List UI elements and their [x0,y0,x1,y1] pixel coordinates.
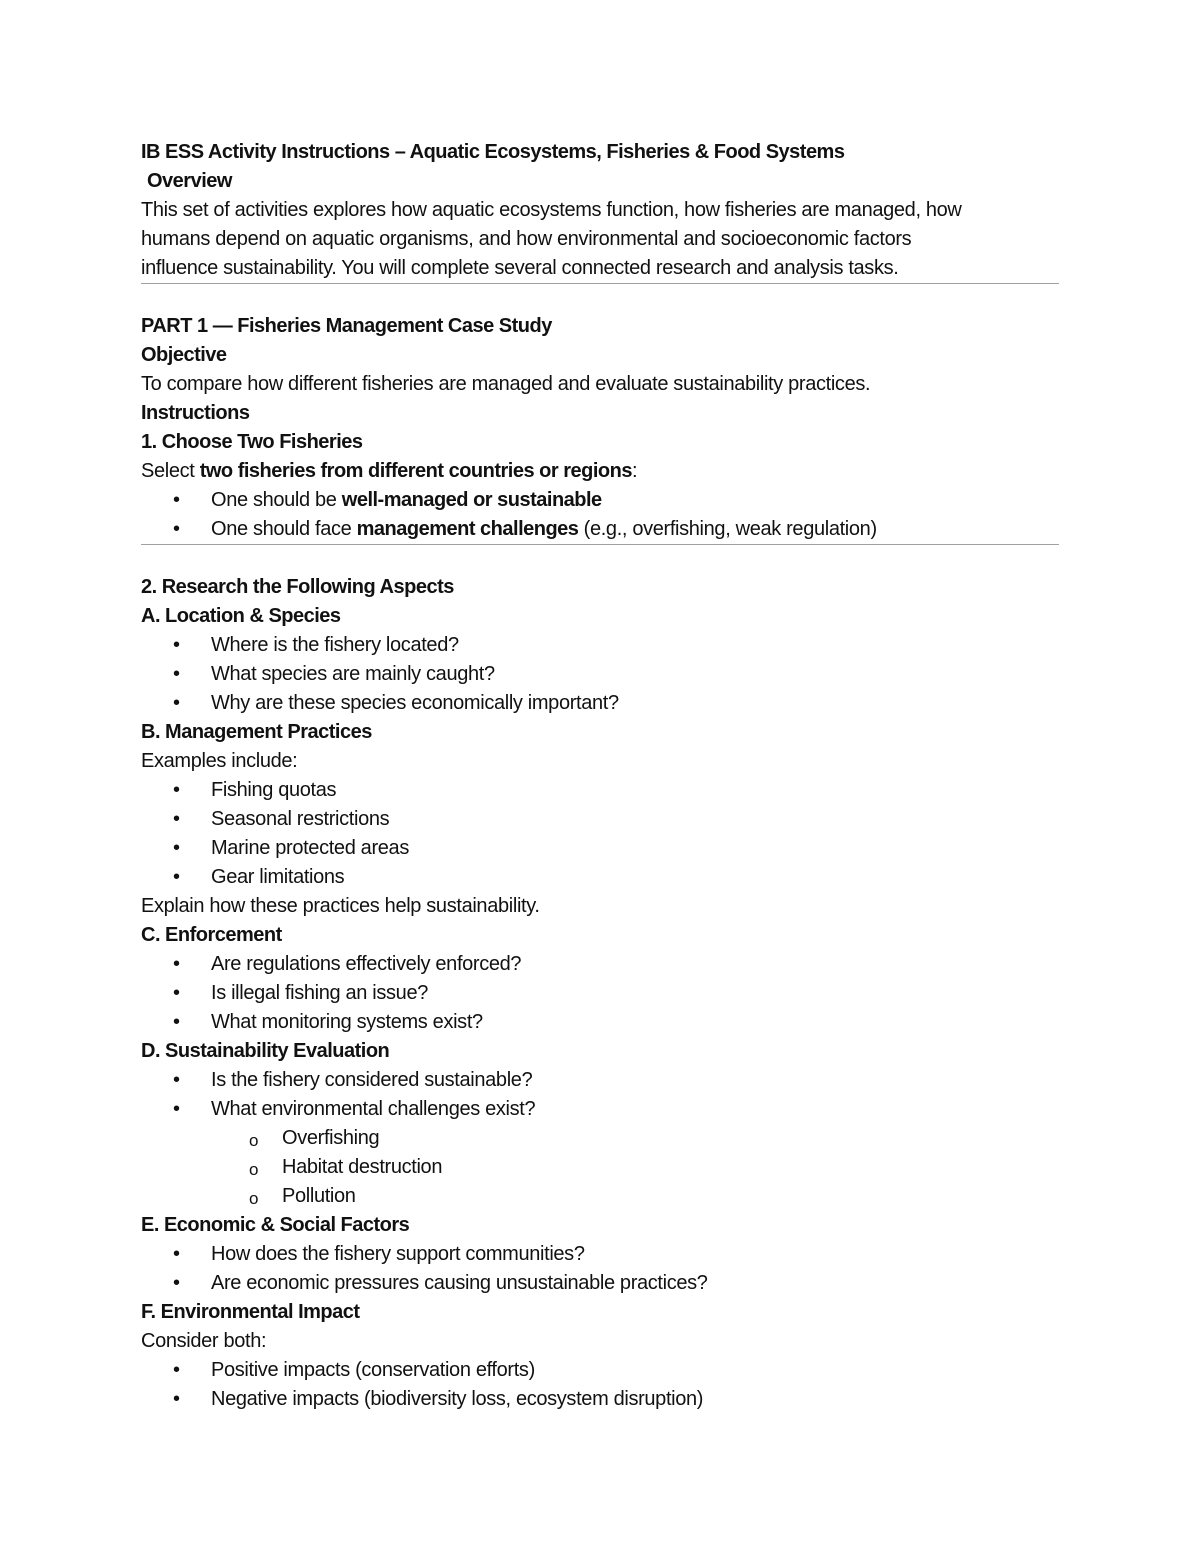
bullet-icon: • [173,866,180,888]
list-item [141,689,1059,718]
list-item [141,979,1059,1008]
item-text: Where is the fishery located? [211,634,459,656]
bullet-icon: • [173,1011,180,1033]
item-text: Negative impacts (biodiversity loss, ecosystem disruption) [211,1388,704,1410]
section-c-heading: C. Enforcement [141,924,282,946]
list-item [141,1356,1059,1385]
list-item [141,631,1059,660]
item-text: What environmental challenges exist? [211,1098,536,1120]
item-text: Overfishing [282,1127,380,1149]
section-f-intro: Consider both: [141,1330,267,1352]
list-item [141,834,1059,863]
bullet-icon: • [173,489,180,511]
overview-line-3: influence sustainability. You will complete several connected research and analysis tasks. [141,257,899,279]
circle-bullet-icon: o [249,1131,259,1150]
bullet-icon: • [173,808,180,830]
objective-heading: Objective [141,344,227,366]
item-text: Seasonal restrictions [211,808,390,830]
item-suffix: (e.g., overfishing, weak regulation) [578,518,877,540]
item-text: Are economic pressures causing unsustainable practices? [211,1272,708,1294]
item-text: Positive impacts (conservation efforts) [211,1359,535,1381]
list-item [141,805,1059,834]
item-text: Gear limitations [211,866,345,888]
bullet-icon: • [173,634,180,656]
select-prefix: Select [141,460,200,482]
document-page [141,138,1059,1414]
item-prefix: One should face [211,518,357,540]
select-bold: two fisheries from different countries or regions [199,460,632,482]
document-title: IB ESS Activity Instructions – Aquatic Ecosystems, Fisheries & Food Systems [141,141,845,163]
select-suffix: : [631,460,638,482]
sub-list-item [141,1124,1059,1153]
item-text: What species are mainly caught? [211,663,495,685]
section-f-heading: F. Environmental Impact [141,1301,360,1323]
bullet-icon: • [173,663,180,685]
item-text: Are regulations effectively enforced? [211,953,522,975]
step2-heading: 2. Research the Following Aspects [141,576,454,598]
circle-bullet-icon: o [249,1160,259,1179]
step1-select-text [141,457,1059,486]
item-text: Pollution [282,1185,356,1207]
item-text: Fishing quotas [211,779,337,801]
circle-bullet-icon: o [249,1189,259,1208]
bullet-icon: • [173,1069,180,1091]
item-text: Is the fishery considered sustainable? [211,1069,533,1091]
sub-list-item [141,1153,1059,1182]
list-item [141,1095,1059,1124]
list-item [141,515,1059,544]
bullet-icon: • [173,1243,180,1265]
bullet-icon: • [173,692,180,714]
step1-heading: 1. Choose Two Fisheries [141,431,363,453]
list-item [141,776,1059,805]
section-b-heading: B. Management Practices [141,721,372,743]
item-text: Why are these species economically important? [211,692,619,714]
bullet-icon: • [173,837,180,859]
bullet-icon: • [173,779,180,801]
item-text: Marine protected areas [211,837,409,859]
item-bold: well-managed or sustainable [341,489,602,511]
list-item [141,863,1059,892]
item-text: Habitat destruction [282,1156,443,1178]
list-item [141,1385,1059,1414]
bullet-icon: • [173,1388,180,1410]
list-item [141,1008,1059,1037]
bullet-icon: • [173,1272,180,1294]
bullet-icon: • [173,518,180,540]
item-prefix: One should be [211,489,342,511]
section-b-intro: Examples include: [141,750,298,772]
instructions-heading: Instructions [141,402,250,424]
section-d-heading: D. Sustainability Evaluation [141,1040,390,1062]
section-b-outro: Explain how these practices help sustainability. [141,895,540,917]
item-text: How does the fishery support communities? [211,1243,585,1265]
item-bold: management challenges [356,518,579,540]
divider [141,283,1059,284]
overview-heading: Overview [147,170,232,192]
overview-line-2: humans depend on aquatic organisms, and how environmental and socioeconomic factors [141,228,912,250]
overview-line-1: This set of activities explores how aquatic ecosystems function, how fisheries are managed, how [141,199,962,221]
section-a-heading: A. Location & Species [141,605,341,627]
bullet-icon: • [173,1359,180,1381]
sub-list-item [141,1182,1059,1211]
list-item [141,1269,1059,1298]
item-text: What monitoring systems exist? [211,1011,483,1033]
item-text: Is illegal fishing an issue? [211,982,428,1004]
section-e-heading: E. Economic & Social Factors [141,1214,410,1236]
list-item [141,1066,1059,1095]
bullet-icon: • [173,953,180,975]
part1-heading: PART 1 — Fisheries Management Case Study [141,315,552,337]
objective-text: To compare how different fisheries are managed and evaluate sustainability practices. [141,373,871,395]
bullet-icon: • [173,1098,180,1120]
list-item [141,660,1059,689]
divider [141,544,1059,545]
list-item [141,950,1059,979]
list-item [141,1240,1059,1269]
bullet-icon: • [173,982,180,1004]
list-item [141,486,1059,515]
